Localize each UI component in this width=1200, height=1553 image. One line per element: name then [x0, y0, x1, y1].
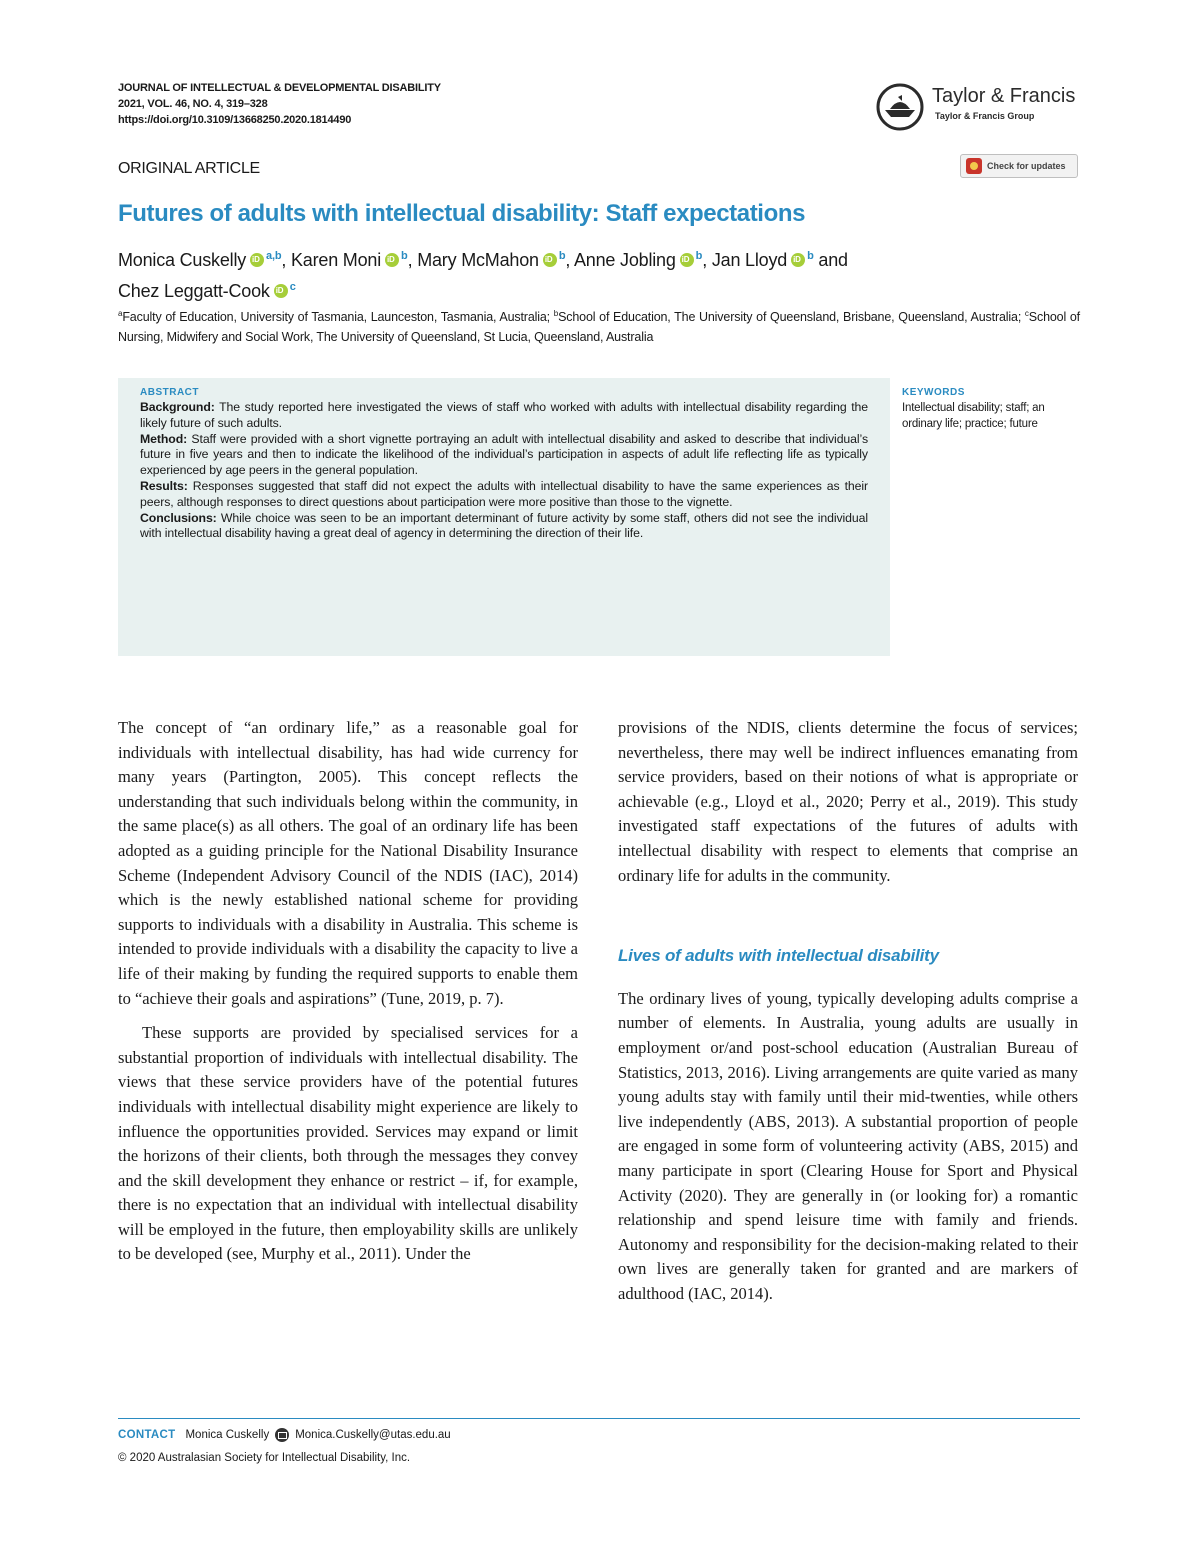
affiliation-marker: b	[553, 309, 559, 318]
section-heading: Lives of adults with intellectual disability	[618, 946, 939, 966]
affiliation-marker: b	[807, 250, 814, 262]
affiliation-marker: c	[289, 281, 296, 293]
affiliation-text: Faculty of Education, University of Tasmania, Launceston, Tasmania, Australia;	[122, 310, 554, 325]
abstract-section	[140, 400, 868, 432]
orcid-icon[interactable]	[680, 253, 694, 267]
author-separator: ,	[565, 250, 571, 270]
orcid-icon[interactable]	[250, 253, 264, 267]
affiliation-text: School of Education, The University of Queensland, Brisbane, Queensland, Australia;	[558, 310, 1025, 325]
orcid-icon[interactable]	[385, 253, 399, 267]
doi-link[interactable]: https://doi.org/10.3109/13668250.2020.1814490	[118, 114, 352, 126]
author-name: Jan Lloyd	[711, 250, 788, 270]
affiliation-marker: b	[695, 250, 703, 262]
author-name: Chez Leggatt-Cook	[118, 281, 270, 301]
abstract-section-text: The study reported here investigated the views of staff who worked with adults with intellectual disability regarding the likely future of such adults.	[140, 400, 868, 430]
abstract-body	[140, 400, 868, 542]
author-list	[118, 243, 1078, 305]
affiliation-marker: b	[558, 250, 566, 262]
abstract-section	[140, 479, 868, 511]
abstract-section-text: While choice was seen to be an important determinant of future activity by some staff, others did not see the individual with intellectual disability having a great deal of agency in determining the direction of their life.	[140, 510, 868, 541]
abstract-section	[140, 432, 868, 479]
author	[417, 250, 570, 270]
author-name: Monica Cuskelly	[118, 250, 247, 270]
affiliation-marker: b	[401, 250, 408, 262]
author-name: Anne Jobling	[573, 250, 676, 270]
abstract-box	[118, 378, 890, 656]
author	[291, 250, 412, 270]
body-paragraph: These supports are provided by specialised services for a substantial proportion of individuals with intellectual disability. The views that these service providers have of the potential futures individuals with intellectual disability might experience are likely to influence the opportunities provided. Services may expand or limit the horizons of their clients, both through the messages they convey and the skill development they enhance or restrict – if, for example, there is no expectation that an individual with intellectual disability will be employed in the future, then employability skills are unlikely to be developed (see, Murphy et al., 2011). Under the	[118, 1023, 578, 1264]
abstract-section-label: Method:	[140, 431, 188, 446]
keywords-heading: KEYWORDS	[902, 387, 965, 398]
journal-header	[118, 80, 441, 128]
author-name: Karen Moni	[290, 250, 382, 270]
affiliation-marker: a	[118, 309, 123, 318]
abstract-section-text: Staff were provided with a short vignette portraying an adult with intellectual disability and asked to describe that individual’s future in five years and then to indicate the likelihood of the individual’s participation in aspects of adult life reflecting life as typically experienced by age peers in the general population.	[140, 431, 868, 478]
author-separator: and	[813, 250, 848, 270]
publisher-group: Taylor & Francis Group	[935, 111, 1035, 121]
affiliation-marker: c	[1024, 309, 1029, 318]
publisher-emblem-icon	[876, 83, 924, 131]
abstract-heading: ABSTRACT	[140, 387, 199, 398]
contact-label: CONTACT	[118, 1429, 176, 1441]
author-separator: ,	[407, 250, 413, 270]
publisher-name: Taylor & Francis	[932, 85, 1076, 107]
check-updates-label: Check for updates	[987, 161, 1066, 171]
volume-info: 2021, VOL. 46, NO. 4, 319–328	[118, 98, 268, 110]
author	[118, 281, 296, 301]
article-title: Futures of adults with intellectual disability: Staff expectations	[118, 200, 806, 227]
author	[118, 250, 286, 270]
affiliations	[118, 304, 1080, 347]
abstract-section	[140, 511, 868, 543]
email-icon	[275, 1428, 289, 1442]
abstract-section-label: Results:	[140, 478, 188, 493]
abstract-section-label: Background:	[140, 400, 215, 414]
affiliation-marker: a,b	[266, 250, 282, 262]
body-column-left	[118, 716, 578, 1267]
affiliation-text: School of Nursing, Midwifery and Social Work, The University of Queensland, St Lucia, Queensland, Australia	[118, 310, 1080, 345]
crossmark-icon	[966, 158, 982, 174]
author	[574, 250, 707, 270]
body-paragraph: provisions of the NDIS, clients determine the focus of services; nevertheless, there may well be indirect influences emanating from service providers, based on their notions of what is appropriate or achievable (e.g., Lloyd et al., 2020; Perry et al., 2019). This study investigated staff expectations of the futures of adults with intellectual disability with respect to elements that comprise an ordinary life for adults in the community.	[618, 718, 1078, 885]
contact-email[interactable]: Monica.Cuskelly@utas.edu.au	[295, 1429, 451, 1441]
contact-name: Monica Cuskelly	[185, 1429, 270, 1441]
abstract-section-label: Conclusions:	[140, 510, 217, 525]
copyright-notice: © 2020 Australasian Society for Intellectual Disability, Inc.	[118, 1452, 411, 1464]
publisher-logo	[876, 83, 1086, 131]
keywords-block	[902, 386, 1082, 432]
article-type: ORIGINAL ARTICLE	[118, 160, 260, 177]
orcid-icon[interactable]	[274, 284, 288, 298]
orcid-icon[interactable]	[791, 253, 805, 267]
author-separator: ,	[281, 250, 287, 270]
author-name: Mary McMahon	[417, 250, 539, 270]
author	[712, 250, 848, 270]
body-paragraph: The concept of “an ordinary life,” as a reasonable goal for individuals with intellectual disability, has had wide currency for many years (Partington, 2005). This concept reflects the understanding that such individuals belong within the community, in the same place(s) as all others. The goal of an ordinary life has been adopted as a guiding principle for the National Disability Insurance Scheme (Independent Advisory Council of the NDIS (IAC), 2014) which is the newly established national scheme for providing supports to individuals with a disability in Australia. This scheme is intended to provide individuals with a disability the capacity to live a life of their making by funding the required supports to enable them to “achieve their goals and aspirations” (Tune, 2019, p. 7).	[118, 718, 578, 1008]
body-column-right	[618, 716, 1078, 1306]
contact-line	[118, 1428, 451, 1442]
body-paragraph: The ordinary lives of young, typically developing adults comprise a number of elements. In Australia, young adults are usually in employment or/and post-school education (Australian Bureau of Statistics, 2013, 2016). Living arrangements are quite varied as many young adults stay with family until their mid-twenties, while others live independently (ABS, 2013). A substantial proportion of people are engaged in some form of volunteering activity (ABS, 2015) and many participate in sport (Clearing House for Sport and Physical Activity (2020). They are generally in (or looking for) a romantic relationship and spend leisure time with family and friends. Autonomy and responsibility for the decision-making related to their own lives are generally taken for granted and are markers of adulthood (IAC, 2014).	[618, 988, 1078, 1303]
author-separator: ,	[702, 250, 708, 270]
abstract-section-text: Responses suggested that staff did not expect the adults with intellectual disability to have the same experiences as their peers, although responses to direct questions about participation were more positive than those to the vignette.	[140, 478, 868, 509]
journal-name: JOURNAL OF INTELLECTUAL & DEVELOPMENTAL DISABILITY	[118, 82, 441, 94]
check-updates-button[interactable]	[960, 154, 1078, 178]
orcid-icon[interactable]	[543, 253, 557, 267]
footer-divider	[118, 1418, 1080, 1419]
keywords-list: Intellectual disability; staff; an ordinary life; practice; future	[902, 402, 1045, 430]
